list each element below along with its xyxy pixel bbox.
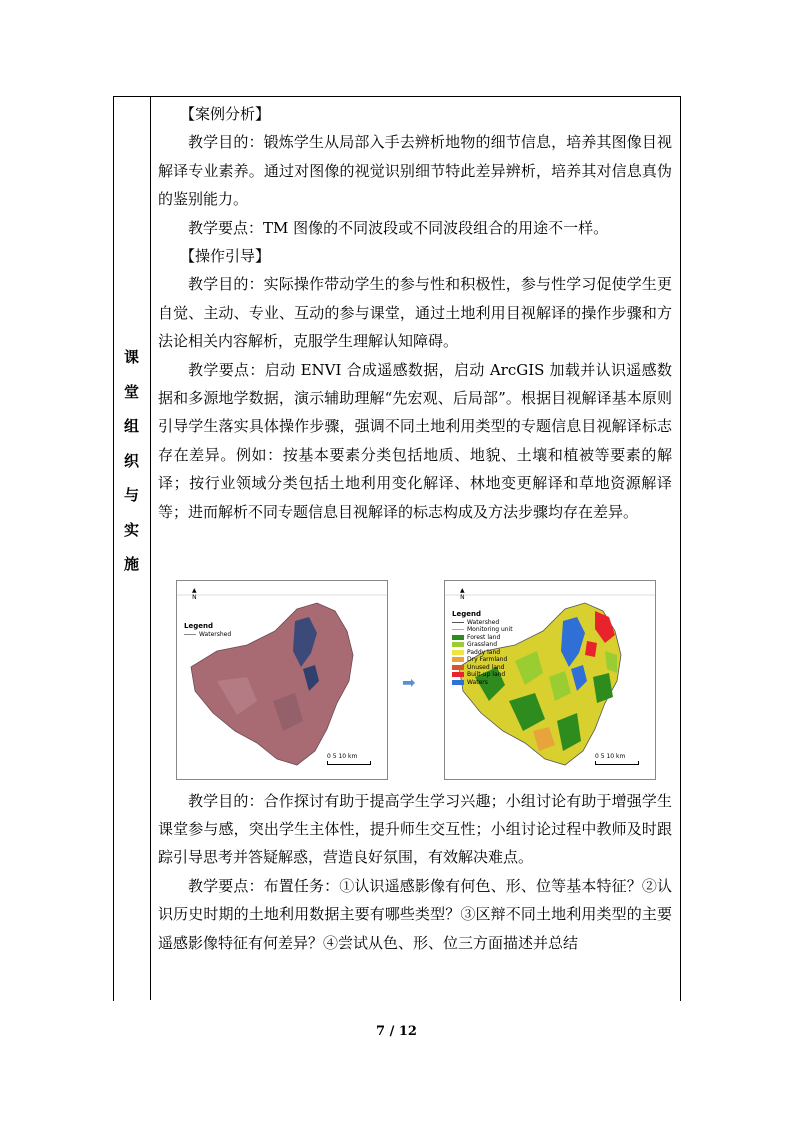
legend-item-label: Forest land <box>467 633 501 641</box>
legend-item <box>452 626 513 634</box>
arrow-icon: ➡ <box>402 673 416 692</box>
side-char: 织 <box>123 451 139 470</box>
scale-bar: 0 5 10 km <box>595 753 639 765</box>
content-cell <box>158 100 672 957</box>
legend-title: Legend <box>184 622 213 630</box>
operation-key: 教学要点：启动 ENVI 合成遥感数据，启动 ArcGIS 加载并认识遥感数据和多源地学数据，演示辅助理解“先宏观、后局部”。根据目视解译基本原则引导学生落实具体操作步骤，强调不同土地利用类型的专题信息目视解译标志存在差异。例如：按基本要素分类包括地质、地貌、土壤和植被等要素的解译；按行业领域分类包括土地利用变化解译、林地变更解译和草地资源解译等；进而解析不同专题信息目视解译的标志构成及方法步骤均存在差异。 <box>158 360 672 521</box>
side-char: 与 <box>123 486 139 504</box>
side-char: 施 <box>123 555 139 573</box>
operation-heading: 【操作引导】 <box>180 247 271 266</box>
page-number: 7 / 12 <box>376 1024 417 1039</box>
landuse-legend <box>452 611 513 686</box>
legend-item-label: Waters <box>467 678 488 686</box>
legend-item-label: Grassland <box>467 641 497 648</box>
case-heading: 【案例分析】 <box>180 105 271 123</box>
satellite-map <box>176 580 388 780</box>
operation-goal: 教学目的：实际操作带动学生的参与性和积极性，参与性学习促使学生更自觉、主动、专业、互动的参与课堂，通过土地利用目视解译的操作步骤和方法论相关内容解析，克服学生理解认知障碍。 <box>158 275 672 351</box>
legend-item-label: Unused land <box>467 663 505 671</box>
legend-item <box>452 679 513 687</box>
legend-item <box>452 634 513 642</box>
legend-item-label: Dry Farmland <box>467 656 508 663</box>
legend-item <box>184 631 231 639</box>
north-arrow: ▲ N <box>460 587 465 601</box>
legend-item-label: Watershed <box>467 618 500 626</box>
legend-item <box>452 649 513 657</box>
side-char: 组 <box>123 417 139 435</box>
landuse-map <box>444 580 656 780</box>
side-char: 课 <box>123 348 139 366</box>
side-label <box>113 340 150 582</box>
legend-item-label: Built-up land <box>467 671 506 678</box>
legend-item-label: Paddy land <box>467 648 501 656</box>
legend-swatch <box>184 634 196 635</box>
map-figure <box>176 580 656 780</box>
legend-item-label: Monitoring unit <box>467 626 513 633</box>
legend-item <box>452 671 513 679</box>
legend-item <box>452 619 513 627</box>
group-goal: 教学目的：合作探讨有助于提高学生学习兴趣；小组讨论有助于增强学生课堂参与感，突出学生主体性，提升师生交互性；小组讨论过程中教师及时跟踪引导思考并答疑解惑，营造良好氛围，有效解决难点。 <box>158 791 672 867</box>
north-arrow: ▲ N <box>192 587 197 601</box>
legend-item <box>452 641 513 649</box>
legend-item-label: Watershed <box>199 630 232 638</box>
legend-item <box>452 656 513 664</box>
case-key: 教学要点：TM 图像的不同波段或不同波段组合的用途不一样。 <box>188 218 609 237</box>
group-key: 教学要点：布置任务：①认识遥感影像有何色、形、位等基本特征？②认识历史时期的土地利用数据主要有哪些类型？③区辩不同土地利用类型的主要遥感影像特征有何差异？④尝试从色、形、位三方面描述并总结 <box>158 876 672 952</box>
satellite-image <box>177 581 387 779</box>
legend-item <box>452 664 513 672</box>
column-divider <box>150 96 151 1000</box>
satellite-legend <box>184 623 231 638</box>
legend-title: Legend <box>452 610 481 618</box>
side-char: 堂 <box>123 382 139 401</box>
side-char: 实 <box>123 520 139 539</box>
case-goal: 教学目的：锻炼学生从局部入手去辨析地物的细节信息，培养其图像目视解译专业素养。通过对图像的视觉识别细节特此差异辨析，培养其对信息真伪的鉴别能力。 <box>158 133 672 209</box>
scale-bar: 0 5 10 km <box>327 753 371 765</box>
